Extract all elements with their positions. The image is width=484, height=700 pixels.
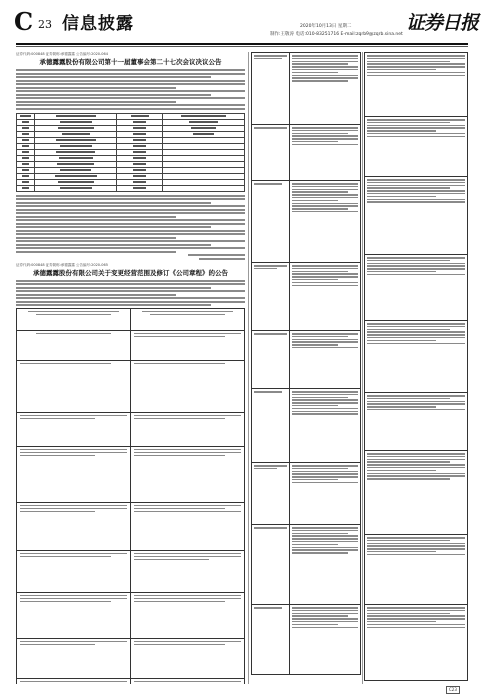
- section-letter: C: [14, 7, 34, 36]
- column-divider: [248, 52, 249, 684]
- header-rule: [16, 43, 468, 45]
- notice-title: 承德露露股份有限公司第十一届董事会第二十七次会议决议公告: [39, 58, 222, 66]
- charter-continuation-table: [364, 52, 468, 681]
- notice-body: [16, 195, 245, 260]
- resolution-table: [16, 113, 245, 192]
- issue-date: 2020年10月13日 星期二: [300, 24, 352, 29]
- charter-continuation-table: [251, 52, 361, 675]
- left-column: [16, 52, 245, 684]
- newspaper-logo: 证券日报: [406, 12, 479, 34]
- page-number: 23: [38, 18, 52, 31]
- middle-column: [251, 52, 361, 684]
- notice-code-line: 证券代码:000848 证券简称:承德露露 公告编号:2020-064: [16, 52, 108, 56]
- notice-title: 承德露露股份有限公司关于变更经营范围及修订《公司章程》的公告: [33, 268, 228, 277]
- editor-contact: 制作:王敬涛 电话:010-83251716 E-mail:zqrb9@zqrb.sina.net: [270, 32, 403, 37]
- header-rule-thin: [16, 46, 468, 47]
- column-divider: [362, 52, 363, 684]
- notice-code-line: 证券代码:000848 证券简称:承德露露 公告编号:2020-065: [16, 262, 108, 267]
- page-header: [0, 0, 484, 42]
- notice-body: [16, 280, 245, 307]
- section-title: 信息披露: [62, 14, 134, 34]
- notice-body: [16, 69, 245, 110]
- charter-amendment-table: [16, 308, 245, 685]
- right-column: [364, 52, 468, 684]
- page-tag: C23: [446, 686, 460, 694]
